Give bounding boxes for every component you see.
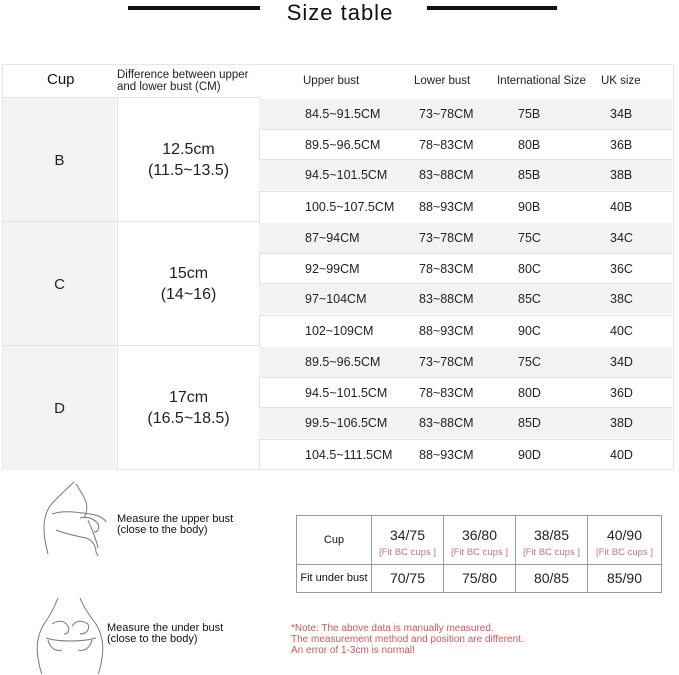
international-size-value: 75C bbox=[518, 355, 541, 369]
size-table bbox=[2, 64, 674, 470]
cup-cell-0: B bbox=[3, 97, 116, 222]
table-row bbox=[259, 192, 672, 222]
fit-size: 38/85 bbox=[533, 527, 570, 543]
difference-cell-1 bbox=[117, 221, 260, 346]
fit-cups-note: [Fit BC cups ] bbox=[378, 547, 436, 558]
table-row bbox=[259, 130, 672, 160]
upper-bust-value: 92~99CM bbox=[305, 262, 360, 276]
international-size-value: 80C bbox=[518, 262, 541, 276]
measure-under-line1: Measure the under bust bbox=[107, 622, 224, 634]
uk-size-value: 34B bbox=[610, 107, 633, 121]
lower-bust-value: 83~88CM bbox=[419, 168, 474, 182]
lower-bust-value: 73~78CM bbox=[419, 107, 474, 121]
table-row bbox=[259, 440, 672, 470]
international-size-value: 75B bbox=[518, 107, 541, 121]
upper-bust-value: 100.5~107.5CM bbox=[305, 200, 395, 214]
fit-cup-label: Cup bbox=[323, 534, 345, 546]
upper-bust-value: 99.5~106.5CM bbox=[305, 416, 388, 430]
table-row bbox=[259, 408, 672, 438]
title-line-right bbox=[427, 6, 557, 10]
upper-bust-value: 89.5~96.5CM bbox=[305, 138, 381, 152]
fit-under-bust-value: 85/90 bbox=[606, 570, 643, 586]
uk-size-value: 36C bbox=[610, 262, 633, 276]
lower-bust-value: 78~83CM bbox=[419, 262, 474, 276]
fit-size: 36/80 bbox=[461, 527, 498, 543]
lower-bust-value: 88~93CM bbox=[419, 200, 474, 214]
international-size-value: 85B bbox=[518, 168, 541, 182]
upper-bust-value: 94.5~101.5CM bbox=[305, 386, 388, 400]
difference-cell-2 bbox=[117, 345, 260, 470]
table-row bbox=[259, 99, 672, 129]
international-size-value: 80B bbox=[518, 138, 541, 152]
fit-size: 34/75 bbox=[389, 527, 426, 543]
note-line1: *Note: The above data is manually measured. bbox=[291, 623, 494, 634]
note-line2: The measurement method and position are different. bbox=[291, 634, 524, 645]
international-size-value: 90D bbox=[518, 448, 541, 462]
difference-range-2: (16.5~18.5) bbox=[147, 410, 230, 427]
fit-under-bust-value: 70/75 bbox=[389, 570, 426, 586]
international-size-value: 90B bbox=[518, 200, 541, 214]
lower-bust-value: 78~83CM bbox=[419, 138, 474, 152]
fit-size: 40/90 bbox=[606, 527, 643, 543]
fit-column-1 bbox=[444, 516, 516, 592]
row-separator bbox=[259, 439, 672, 440]
difference-main-2: 17cm bbox=[168, 389, 209, 406]
uk-size-value: 34C bbox=[610, 231, 633, 245]
table-row bbox=[259, 160, 672, 190]
fit-under-bust-label: Fit under bust bbox=[300, 572, 368, 584]
lower-bust-value: 78~83CM bbox=[419, 386, 474, 400]
fit-column-2 bbox=[516, 516, 588, 592]
uk-size-value: 36B bbox=[610, 138, 633, 152]
header-difference-line1: Difference between upper bbox=[117, 69, 249, 81]
lower-bust-value: 73~78CM bbox=[419, 231, 474, 245]
international-size-value: 90C bbox=[518, 324, 541, 338]
fit-under-bust-value: 80/85 bbox=[533, 570, 570, 586]
international-size-value: 75C bbox=[518, 231, 541, 245]
row-separator bbox=[259, 377, 672, 378]
upper-bust-value: 104.5~111.5CM bbox=[305, 448, 393, 462]
fit-column-3 bbox=[588, 516, 661, 592]
lower-bust-value: 88~93CM bbox=[419, 448, 474, 462]
row-separator bbox=[259, 129, 672, 130]
header-international-size: International Size bbox=[497, 75, 586, 87]
upper-bust-value: 94.5~101.5CM bbox=[305, 168, 388, 182]
measure-upper-line2: (close to the body) bbox=[117, 524, 208, 536]
lower-bust-value: 88~93CM bbox=[419, 324, 474, 338]
lower-bust-value: 83~88CM bbox=[419, 416, 474, 430]
difference-main-0: 12.5cm bbox=[162, 141, 215, 158]
lower-bust-value: 83~88CM bbox=[419, 292, 474, 306]
fit-under-bust-value: 75/80 bbox=[461, 570, 498, 586]
uk-size-value: 36D bbox=[610, 386, 633, 400]
header-uk-size: UK size bbox=[601, 75, 641, 87]
upper-bust-value: 87~94CM bbox=[305, 231, 360, 245]
fit-cups-note: [Fit BC cups ] bbox=[450, 547, 508, 558]
row-separator bbox=[259, 253, 672, 254]
table-row bbox=[259, 223, 672, 253]
uk-size-value: 38C bbox=[610, 292, 633, 306]
row-separator bbox=[259, 159, 672, 160]
upper-bust-value: 84.5~91.5CM bbox=[305, 107, 381, 121]
row-separator bbox=[259, 283, 672, 284]
header-upper-bust: Upper bust bbox=[303, 75, 360, 87]
table-row bbox=[259, 316, 672, 346]
header-lower-bust: Lower bust bbox=[414, 75, 471, 87]
lower-bust-value: 73~78CM bbox=[419, 355, 474, 369]
upper-bust-value: 97~104CM bbox=[305, 292, 367, 306]
international-size-value: 85D bbox=[518, 416, 541, 430]
uk-size-value: 40D bbox=[610, 448, 633, 462]
uk-size-value: 40C bbox=[610, 324, 633, 338]
note-line3: An error of 1-3cm is normal! bbox=[291, 645, 415, 656]
uk-size-value: 40B bbox=[610, 200, 633, 214]
table-row bbox=[259, 284, 672, 314]
table-row bbox=[259, 347, 672, 377]
under-bust-figure bbox=[28, 594, 112, 674]
fit-cups-note: [Fit BC cups ] bbox=[522, 547, 580, 558]
upper-bust-value: 89.5~96.5CM bbox=[305, 355, 381, 369]
table-row bbox=[259, 378, 672, 408]
header-difference-line2: and lower bust (CM) bbox=[117, 81, 221, 93]
uk-size-value: 38B bbox=[610, 168, 633, 182]
upper-bust-value: 102~109CM bbox=[305, 324, 374, 338]
fit-label-column bbox=[297, 516, 372, 592]
difference-cell-0 bbox=[117, 97, 260, 222]
cup-cell-2: D bbox=[3, 345, 116, 470]
difference-range-1: (14~16) bbox=[160, 286, 217, 303]
row-separator bbox=[259, 191, 672, 192]
page-title: Size table bbox=[286, 0, 394, 25]
measure-upper-line1: Measure the upper bust bbox=[117, 513, 234, 525]
title-line-left bbox=[128, 6, 260, 10]
table-row bbox=[259, 254, 672, 284]
fit-column-0 bbox=[372, 516, 444, 592]
international-size-value: 80D bbox=[518, 386, 541, 400]
uk-size-value: 38D bbox=[610, 416, 633, 430]
uk-size-value: 34D bbox=[610, 355, 633, 369]
difference-range-0: (11.5~13.5) bbox=[147, 162, 230, 179]
row-separator bbox=[259, 407, 672, 408]
fit-cups-note: [Fit BC cups ] bbox=[595, 547, 653, 558]
cup-cell-1: C bbox=[3, 221, 116, 346]
row-separator bbox=[259, 315, 672, 316]
international-size-value: 85C bbox=[518, 292, 541, 306]
header-cup: Cup bbox=[47, 71, 75, 88]
fit-table bbox=[296, 515, 662, 593]
difference-main-1: 15cm bbox=[168, 265, 209, 282]
measure-under-line2: (close to the body) bbox=[107, 633, 198, 645]
upper-bust-figure bbox=[36, 480, 116, 562]
